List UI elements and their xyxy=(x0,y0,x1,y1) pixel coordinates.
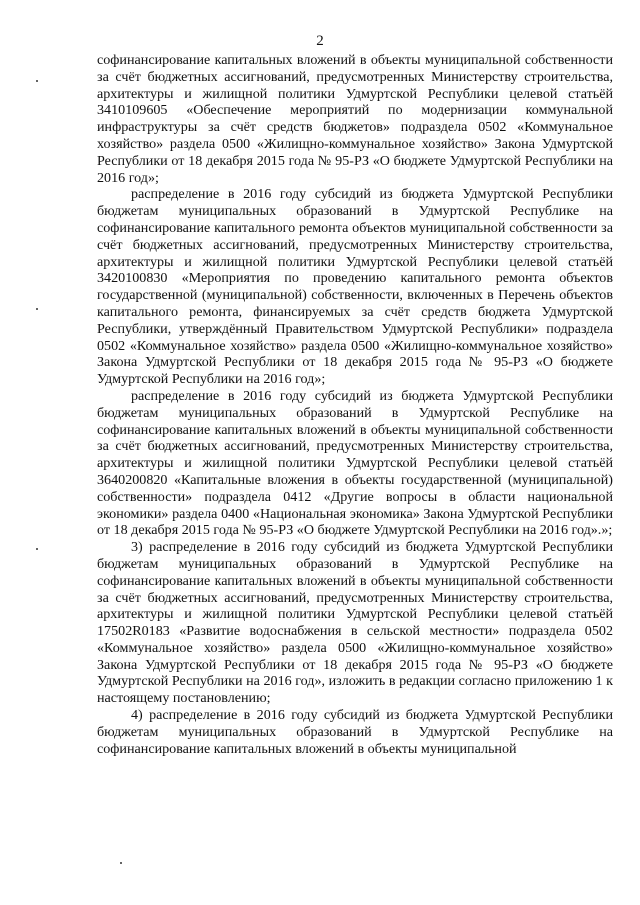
scan-mark xyxy=(120,862,122,864)
paragraph: распределение в 2016 году субсидий из бюджета Удмуртской Республики бюджетам муниципальных образований в Удмуртской Республике на софинансирование капитальных вложений в объекты муниципальной собственности за счёт бюджетных ассигнований, предусмотренных Министерству строительства, архитектуры и жилищной политики Удмуртской Республики целевой статьёй 3640200820 «Капитальные вложения в объекты государственной (муниципальной) собственности» подраздела 0412 «Другие вопросы в области национальной экономики» раздела 0400 «Национальная экономика» Закона Удмуртской Республики от 18 декабря 2015 года № 95-РЗ «О бюджете Удмуртской Республики на 2016 год».»; xyxy=(97,387,613,539)
document-body xyxy=(97,52,613,757)
scan-mark xyxy=(36,548,38,550)
paragraph: 3) распределение в 2016 году субсидий из бюджета Удмуртской Республики бюджетам муниципальных образований в Удмуртской Республике на софинансирование капитальных вложений в объекты муниципальной собственности за счёт бюджетных ассигнований, предусмотренных Министерству строительства, архитектуры и жилищной политики Удмуртской Республики целевой статьёй 17502R0183 «Развитие водоснабжения в сельской местности» подраздела 0502 «Коммунальное хозяйство» раздела 0500 «Жилищно-коммунальное хозяйство» Закона Удмуртской Республики от 18 декабря 2015 года № 95-РЗ «О бюджете Удмуртской Республики на 2016 год», изложить в редакции согласно приложению 1 к настоящему постановлению; xyxy=(97,539,613,707)
scan-mark xyxy=(36,80,38,82)
scan-mark xyxy=(36,308,38,310)
page-number: 2 xyxy=(316,33,324,49)
paragraph: распределение в 2016 году субсидий из бюджета Удмуртской Республики бюджетам муниципальных образований в Удмуртской Республике на софинансирование капитального ремонта объектов муниципальной собственности за счёт бюджетных ассигнований, предусмотренных Министерству строительства, архитектуры и жилищной политики Удмуртской Республики целевой статьёй 3420100830 «Мероприятия по проведению капитального ремонта объектов государственной (муниципальной) собственности, включенных в Перечень объектов капитального ремонта, финансируемых за счёт средств бюджета Удмуртской Республики, утверждённый Правительством Удмуртской Республики» подраздела 0502 «Коммунальное хозяйство» раздела 0500 «Жилищно-коммунальное хозяйство» Закона Удмуртской Республики от 18 декабря 2015 года № 95-РЗ «О бюджете Удмуртской Республики на 2016 год»; xyxy=(97,186,613,388)
paragraph-continued: софинансирование капитальных вложений в объекты муниципальной собственности за счёт бюджетных ассигнований, предусмотренных Министерству строительства, архитектуры и жилищной политики Удмуртской Республики целевой статьёй 3410109605 «Обеспечение мероприятий по модернизации коммунальной инфраструктуры за счёт средств бюджетов» подраздела 0502 «Коммунальное хозяйство» раздела 0500 «Жилищно-коммунальное хозяйство» Закона Удмуртской Республики от 18 декабря 2015 года № 95-РЗ «О бюджете Удмуртской Республики на 2016 год»; xyxy=(97,52,613,186)
paragraph: 4) распределение в 2016 году субсидий из бюджета Удмуртской Республики бюджетам муниципальных образований в Удмуртской Республике на софинансирование капитальных вложений в объекты муниципальной xyxy=(97,707,613,757)
